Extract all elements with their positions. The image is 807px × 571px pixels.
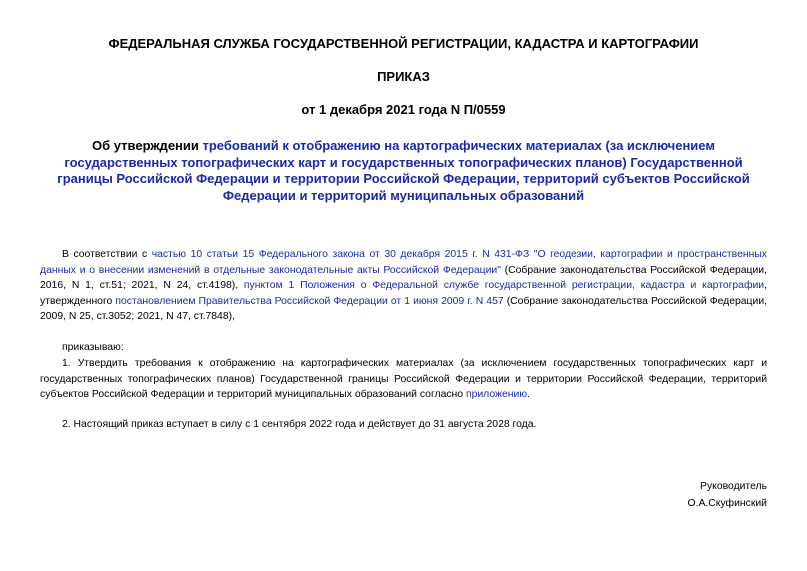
preamble-text-4: (Собрание законодательства Российской Федерации, 2009, N 25, ст.3052; 2021, N 47, ст.7848), xyxy=(40,295,768,322)
preamble-paragraph xyxy=(40,247,767,325)
federal-law-link[interactable]: частью 10 статьи 15 Федерального закона от 30 декабря 2015 г. N 431-ФЗ "О геодезии, картографии и пространственных данных и о внесении изменений в отдельные законодательные акты Российской Федерации" xyxy=(40,249,768,276)
item-2-paragraph: 2. Настоящий приказ вступает в силу с 1 сентября 2022 года и действует до 31 августа 2028 года. xyxy=(62,419,537,430)
title-link[interactable]: требований к отображению на картографических материалах (за исключением государственных топографических карт и государственных топографических планов) Государственной границы Российской Федерации и территории Российской Федерации, территорий субъектов Российской Федерации и территорий муниципальных образований xyxy=(57,138,750,203)
government-decree-link[interactable]: постановлением Правительства Российской Федерации от 1 июня 2009 г. N 457 xyxy=(115,295,504,307)
document-type: ПРИКАЗ xyxy=(377,69,430,84)
preamble-text-1: В соответствии с xyxy=(62,249,152,260)
organization-name: ФЕДЕРАЛЬНАЯ СЛУЖБА ГОСУДАРСТВЕННОЙ РЕГИСТРАЦИИ, КАДАСТРА И КАРТОГРАФИИ xyxy=(108,36,699,51)
item-1-end: . xyxy=(527,389,530,400)
document-title xyxy=(40,138,767,204)
item-1-text: 1. Утвердить требования к отображению на картографических материалах (за исключением государственных топографических карт и государственных топографических планов) Государственной границы Российской Федерации и территории Российской Федерации, территорий субъектов Российской Федерации и территорий муниципальных образований согласно xyxy=(40,358,767,400)
signer-position: Руководитель xyxy=(700,481,767,492)
document-date-number: от 1 декабря 2021 года N П/0559 xyxy=(301,102,506,117)
order-word: приказываю: xyxy=(62,342,124,353)
title-prefix: Об утверждении xyxy=(92,138,203,153)
preamble-text-2: (Собрание законодательства Российской Федерации, 2016, N 1, ст.51; 2021, N 24, ст.4198), xyxy=(40,264,768,291)
regulation-link[interactable]: пунктом 1 Положения о Федеральной службе государственной регистрации, кадастра и картографии xyxy=(243,280,765,291)
appendix-link[interactable]: приложению xyxy=(465,389,528,400)
signer-name: О.А.Скуфинский xyxy=(687,498,767,509)
signature-block xyxy=(688,478,767,512)
preamble-text-3: , утвержденного xyxy=(40,280,768,307)
item-1-paragraph xyxy=(40,356,767,403)
